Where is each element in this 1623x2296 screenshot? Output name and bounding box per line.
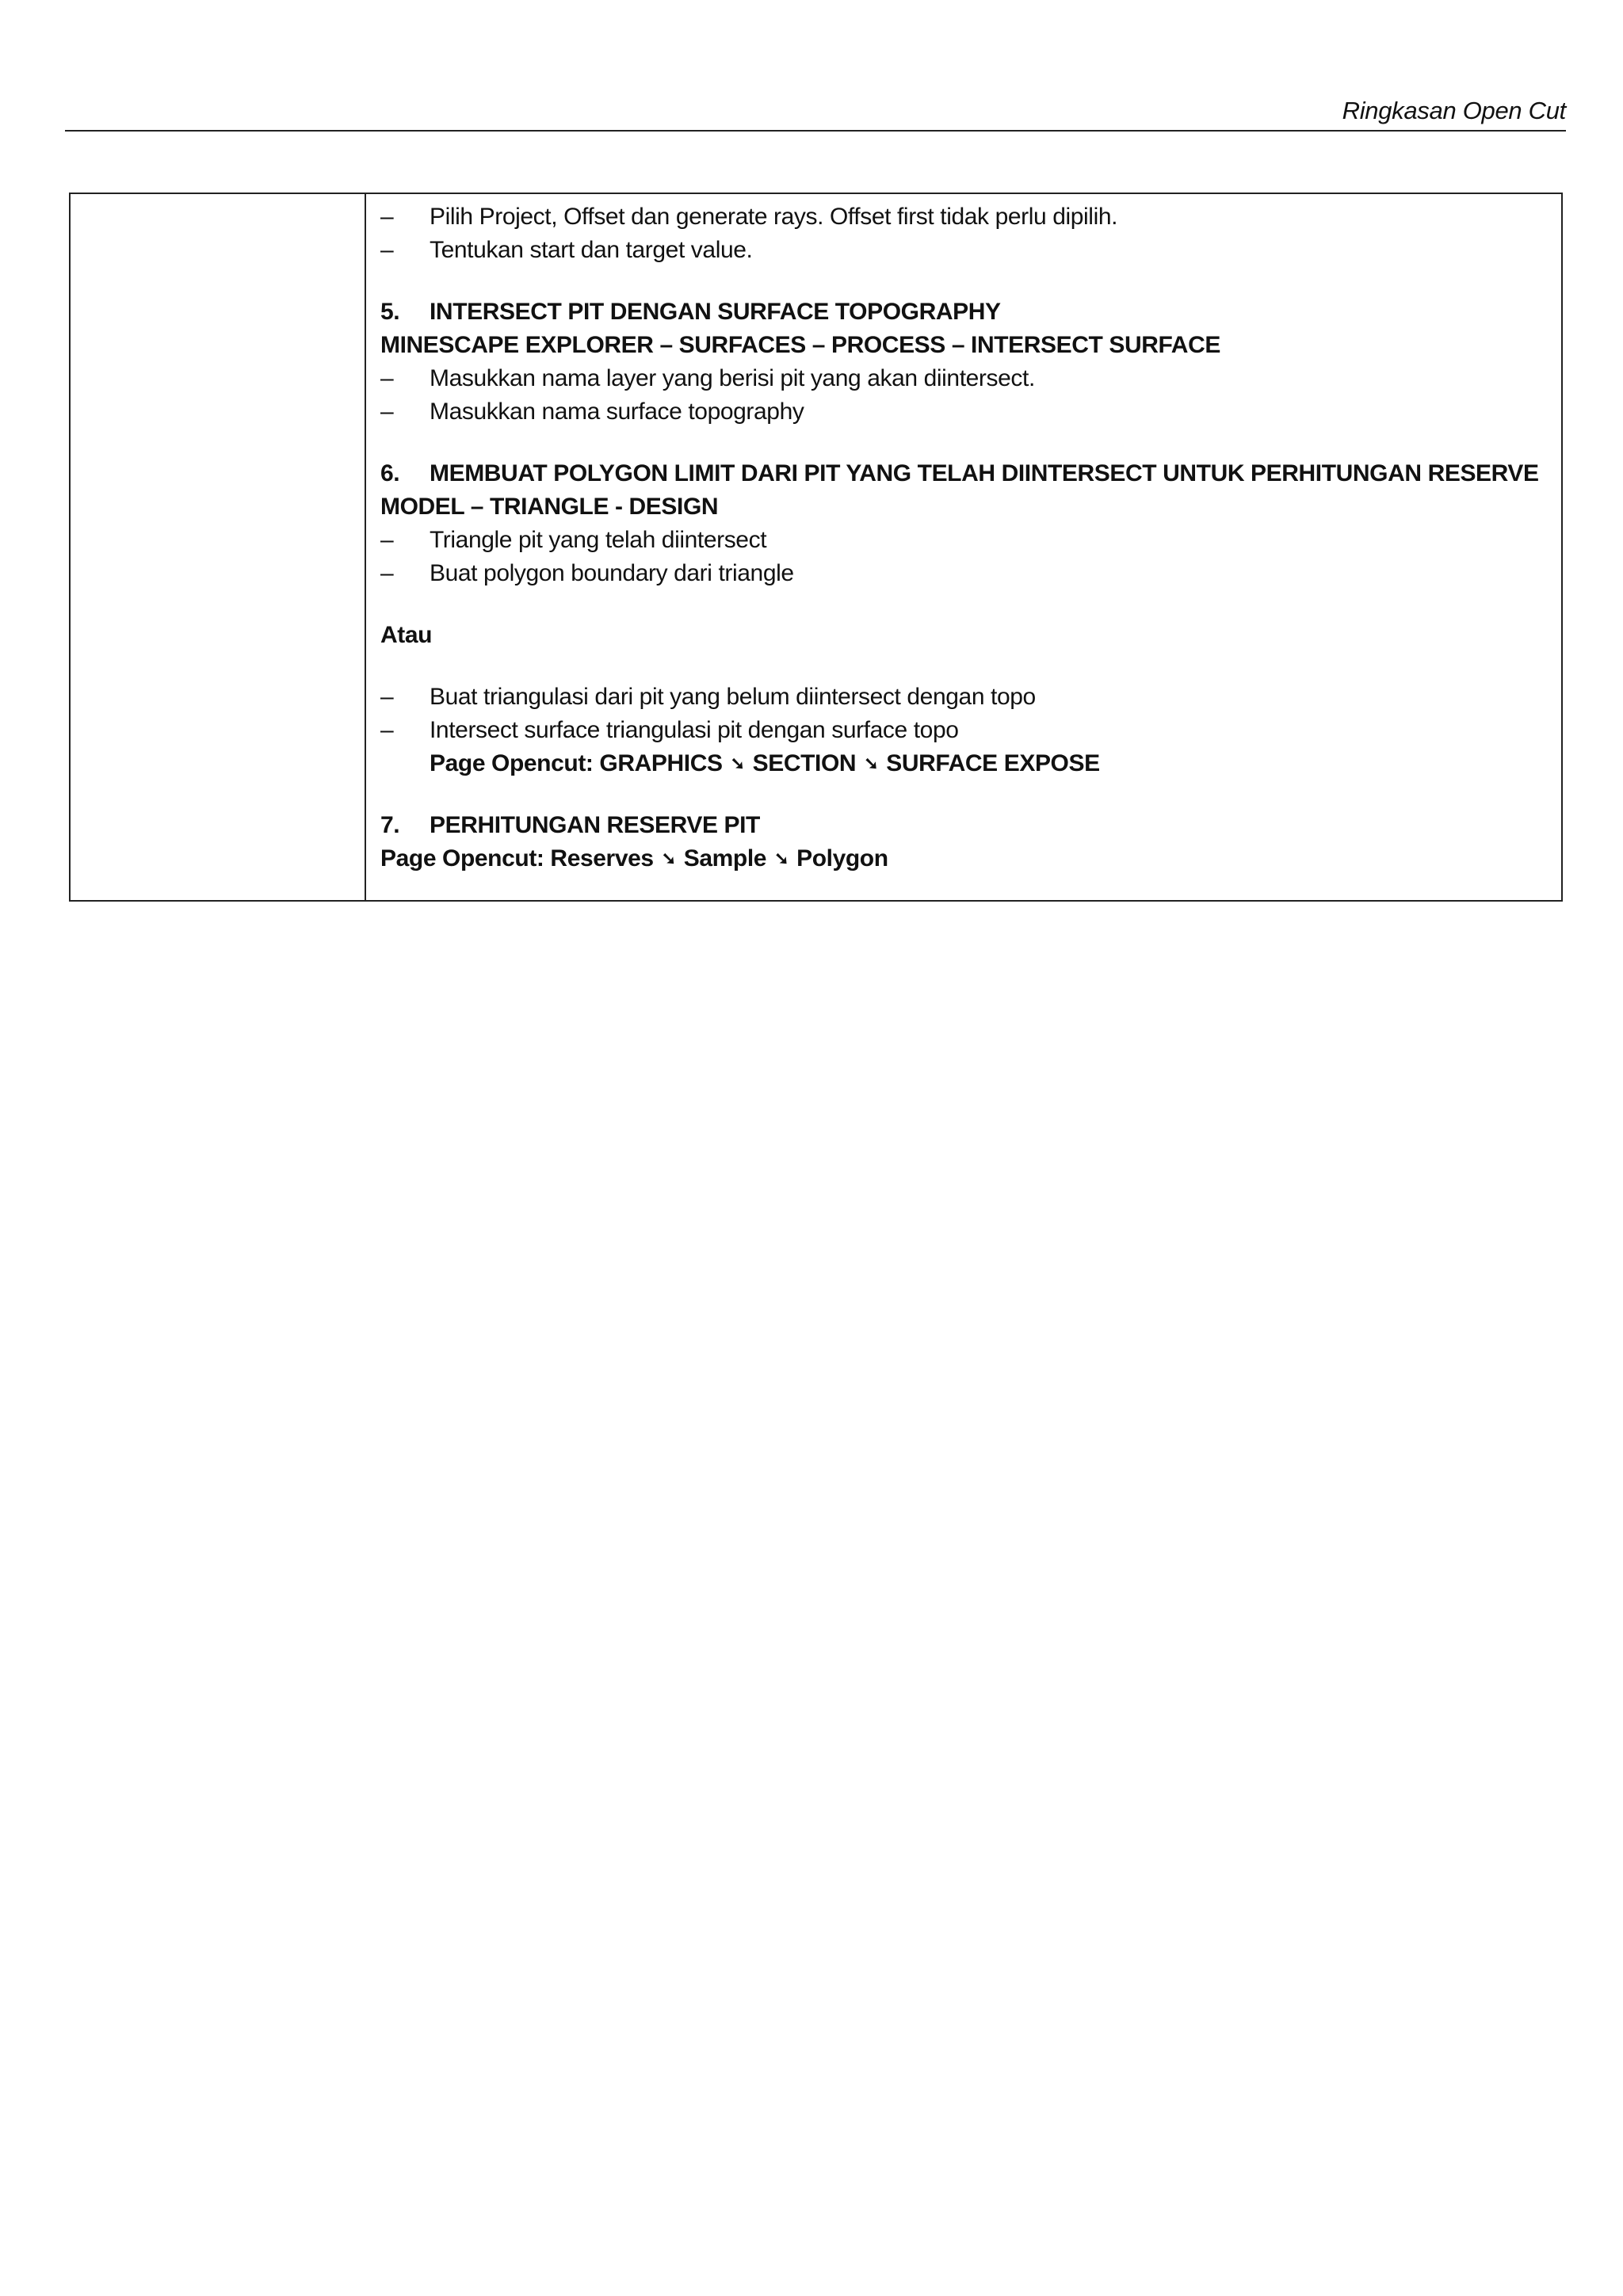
arrow-icon: ➘ [774,849,789,868]
table-left-cell [71,194,366,900]
list-item-text: Buat triangulasi dari pit yang belum diintersect dengan topo [430,684,1036,710]
section-title: PERHITUNGAN RESERVE PIT [430,812,760,838]
dash-bullet: – [380,204,394,230]
dash-bullet: – [380,527,394,553]
dash-bullet: – [380,237,394,263]
arrow-icon: ➘ [730,753,745,773]
section-number: 7. [380,812,400,838]
list-item [380,714,1539,747]
list-item-text: Intersect surface triangulasi pit dengan surface topo [430,717,959,743]
dash-bullet: – [380,717,394,743]
list-item [380,524,1539,557]
list-item-text: Buat polygon boundary dari triangle [430,560,794,586]
list-item-text: Pilih Project, Offset dan generate rays. Offset first tidak perlu dipilih. [430,204,1118,230]
page-path-part: Sample [683,845,767,871]
menu-path: MINESCAPE EXPLORER – SURFACES – PROCESS – INTERSECT SURFACE [380,332,1220,358]
section-heading-5 [380,296,1539,329]
list-item [380,200,1539,234]
page-path [380,747,1539,780]
page-header-title: Ringkasan Open Cut [1342,97,1566,124]
section-heading-6 [380,457,1539,490]
alternative-label: Atau [380,622,433,648]
list-item [380,681,1539,714]
list-item [380,395,1539,429]
page-path-prefix: Page Opencut: GRAPHICS [430,750,723,776]
dash-bullet: – [380,560,394,586]
table-right-cell [366,194,1561,900]
dash-bullet: – [380,684,394,710]
list-item [380,557,1539,590]
section-title: MEMBUAT POLYGON LIMIT DARI PIT YANG TELAH DIINTERSECT UNTUK PERHITUNGAN RESERVE [430,460,1539,486]
list-item-text: Triangle pit yang telah diintersect [430,527,767,553]
page-path [380,842,1539,875]
page-path-part: SURFACE EXPOSE [886,750,1100,776]
page-path-prefix: Page Opencut: Reserves [380,845,654,871]
menu-path: MODEL – TRIANGLE - DESIGN [380,494,719,520]
section-title: INTERSECT PIT DENGAN SURFACE TOPOGRAPHY [430,299,1001,325]
page-path-part: SECTION [752,750,857,776]
arrow-icon: ➘ [864,753,879,773]
section-number: 5. [380,299,400,325]
dash-bullet: – [380,399,394,425]
list-item-text: Tentukan start dan target value. [430,237,753,263]
dash-bullet: – [380,365,394,391]
content-table [69,193,1563,902]
section-heading-7 [380,809,1539,842]
arrow-icon: ➘ [661,849,676,868]
list-item [380,234,1539,267]
list-item-text: Masukkan nama layer yang berisi pit yang akan diintersect. [430,365,1035,391]
page-path-part: Polygon [796,845,888,871]
section-number: 6. [380,460,400,486]
header-divider [65,130,1566,132]
list-item [380,362,1539,395]
list-item-text: Masukkan nama surface topography [430,399,804,425]
